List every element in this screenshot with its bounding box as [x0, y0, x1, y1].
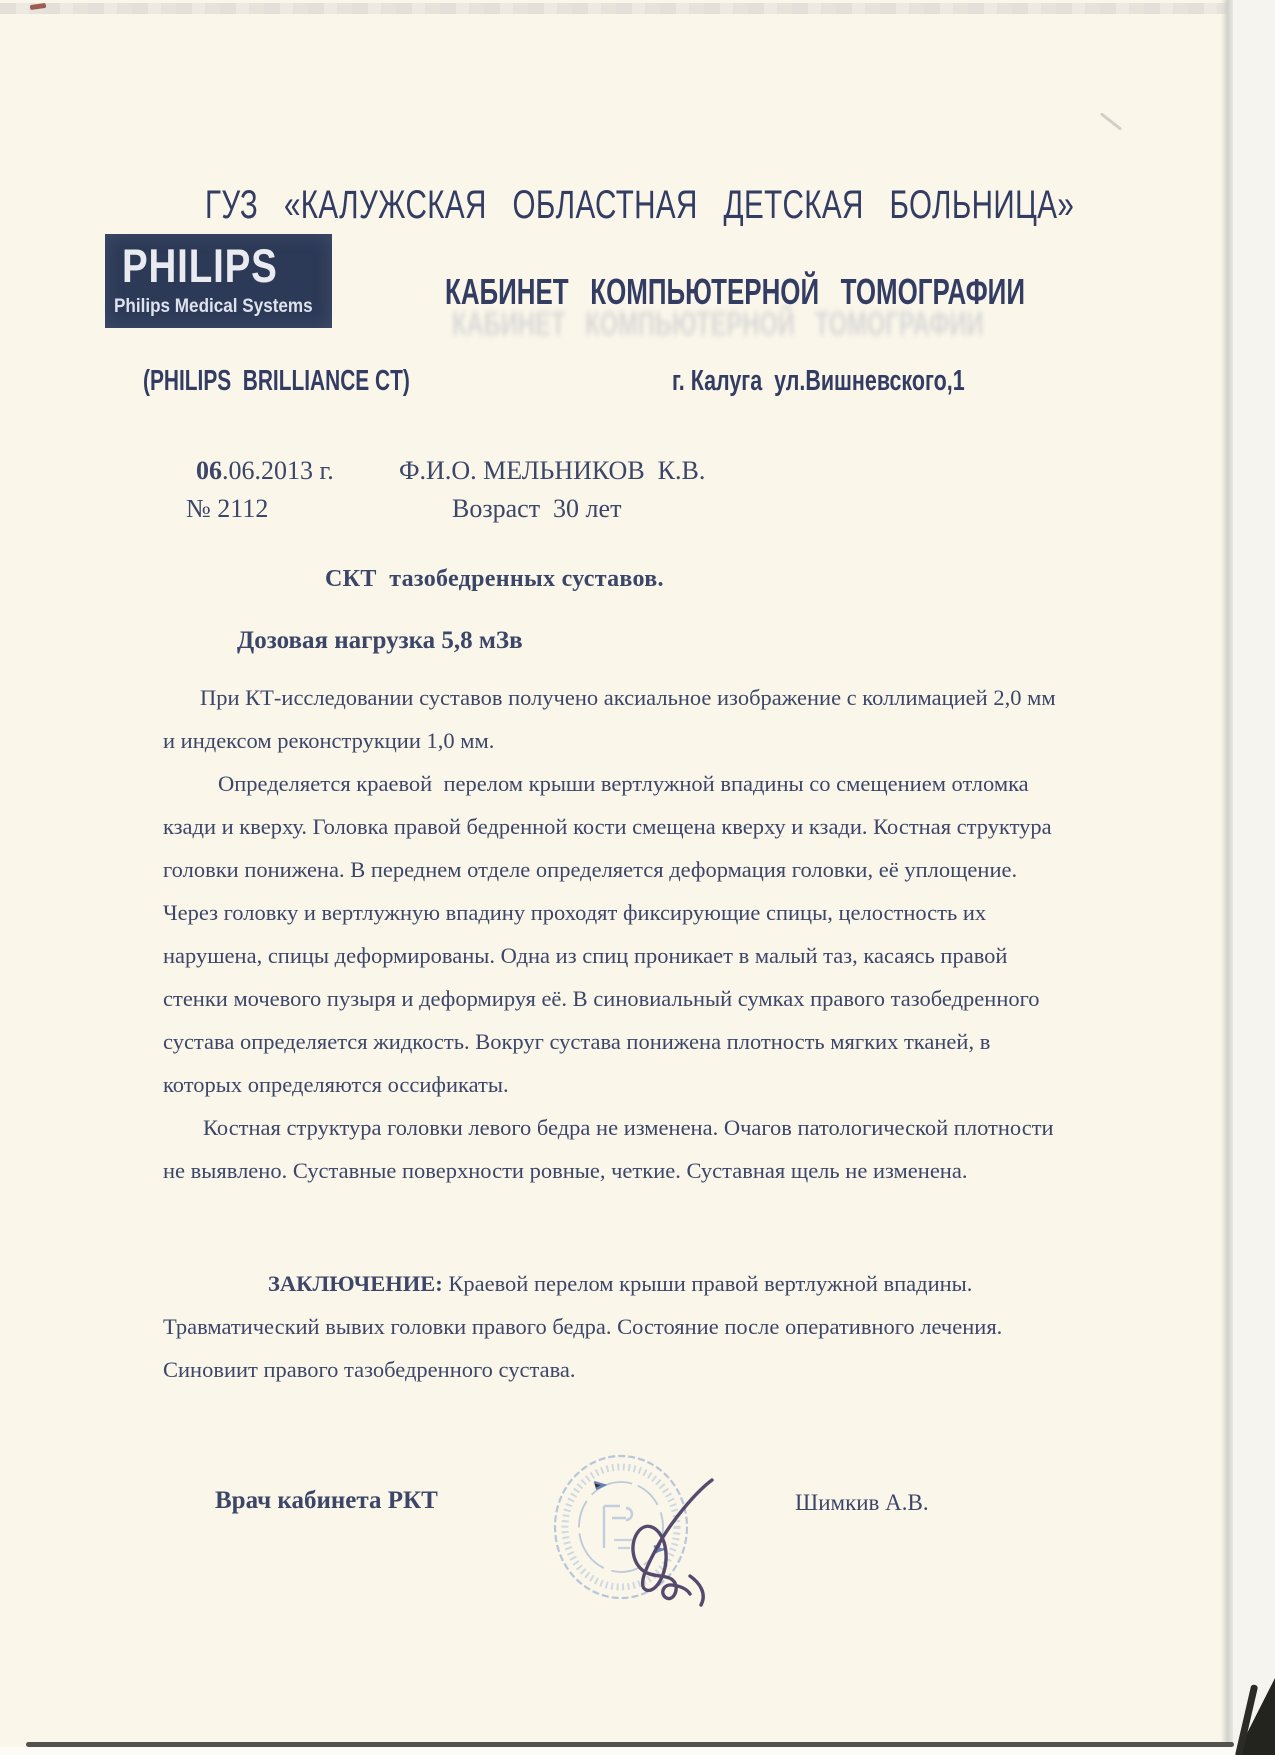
- report-line: нарушена, спицы деформированы. Одна из спиц проникает в малый таз, касаясь правой: [163, 943, 1008, 968]
- scanner-bed-strip: [0, 1747, 1275, 1755]
- report-number: № 2112: [186, 494, 269, 523]
- philips-logo: [105, 234, 332, 328]
- report-line: которых определяются оссификаты.: [163, 1072, 509, 1097]
- conclusion-line: Травматический вывих головки правого бедра. Состояние после оперативного лечения.: [163, 1314, 1003, 1339]
- philips-wordmark: PHILIPS: [122, 239, 278, 292]
- conclusion-line: [163, 1262, 1063, 1305]
- report-line: стенки мочевого пузыря и деформируя её. В синовиальный сумках правого тазобедренного: [163, 986, 1040, 1011]
- report-date-day: 06: [196, 456, 222, 485]
- department-title: КАБИНЕТ КОМПЬЮТЕРНОЙ ТОМОГРАФИИ: [445, 271, 1025, 312]
- scan-scratch-mark: [1100, 112, 1122, 130]
- report-line: и индексом реконструкции 1,0 мм.: [163, 728, 495, 753]
- page-edge-crease: [1221, 0, 1233, 1755]
- report-line: головки понижена. В переднем отделе определяется деформация головки, её уплощение.: [163, 857, 1018, 882]
- scan-top-edge-band: [0, 3, 1240, 14]
- patient-name: Ф.И.О. МЕЛЬНИКОВ К.В.: [399, 456, 706, 485]
- signature: [560, 1456, 760, 1616]
- report-line: не выявлено. Суставные поверхности ровные, четкие. Суставная щель не изменена.: [163, 1158, 968, 1183]
- report-line: Определяется краевой перелом крыши вертлужной впадины со смещением отломка: [218, 771, 1029, 796]
- philips-logo-subtitle: Philips Medical Systems: [114, 296, 313, 317]
- scanner-model: (PHILIPS BRILLIANCE CT): [143, 365, 410, 397]
- report-date-rest: .06.2013 г.: [222, 456, 334, 485]
- organization-title: ГУЗ «КАЛУЖСКАЯ ОБЛАСТНАЯ ДЕТСКАЯ БОЛЬНИЦА»: [205, 183, 1075, 227]
- doctor-title: Врач кабинета РКТ: [215, 1487, 438, 1514]
- conclusion-label: ЗАКЛЮЧЕНИЕ:: [268, 1271, 443, 1296]
- conclusion-line: Синовиит правого тазобедренного сустава.: [163, 1357, 576, 1382]
- report-line: При КТ-исследовании суставов получено аксиальное изображение с коллимацией 2,0 мм: [200, 685, 1056, 710]
- scan-right-margin-strip: [1233, 0, 1275, 1755]
- report-line: Костная структура головки левого бедра не изменена. Очагов патологической плотности: [203, 1115, 1054, 1140]
- report-line: сустава определяется жидкость. Вокруг сустава понижена плотность мягких тканей, в: [163, 1029, 991, 1054]
- doctor-name: Шимкив А.В.: [795, 1490, 929, 1515]
- conclusion-text: Краевой перелом крыши правой вертлужной впадины.: [442, 1271, 973, 1296]
- clinic-address: г. Калуга ул.Вишневского,1: [672, 365, 965, 397]
- report-line: кзади и кверху. Головка правой бедренной кости смещена кверху и кзади. Костная структура: [163, 814, 1052, 839]
- report-date: [196, 456, 334, 486]
- report-body: [163, 676, 1063, 1192]
- report-line: Через головку и вертлужную впадину проходят фиксирующие спицы, целостность их: [163, 900, 987, 925]
- department-title-ghost-echo: КАБИНЕТ КОМПЬЮТЕРНОЙ ТОМОГРАФИИ: [452, 305, 984, 342]
- dose-load: Дозовая нагрузка 5,8 мЗв: [237, 627, 523, 654]
- patient-age: Возраст 30 лет: [452, 494, 622, 523]
- conclusion-block: [163, 1262, 1063, 1391]
- study-title: СКТ тазобедренных суставов.: [325, 566, 664, 592]
